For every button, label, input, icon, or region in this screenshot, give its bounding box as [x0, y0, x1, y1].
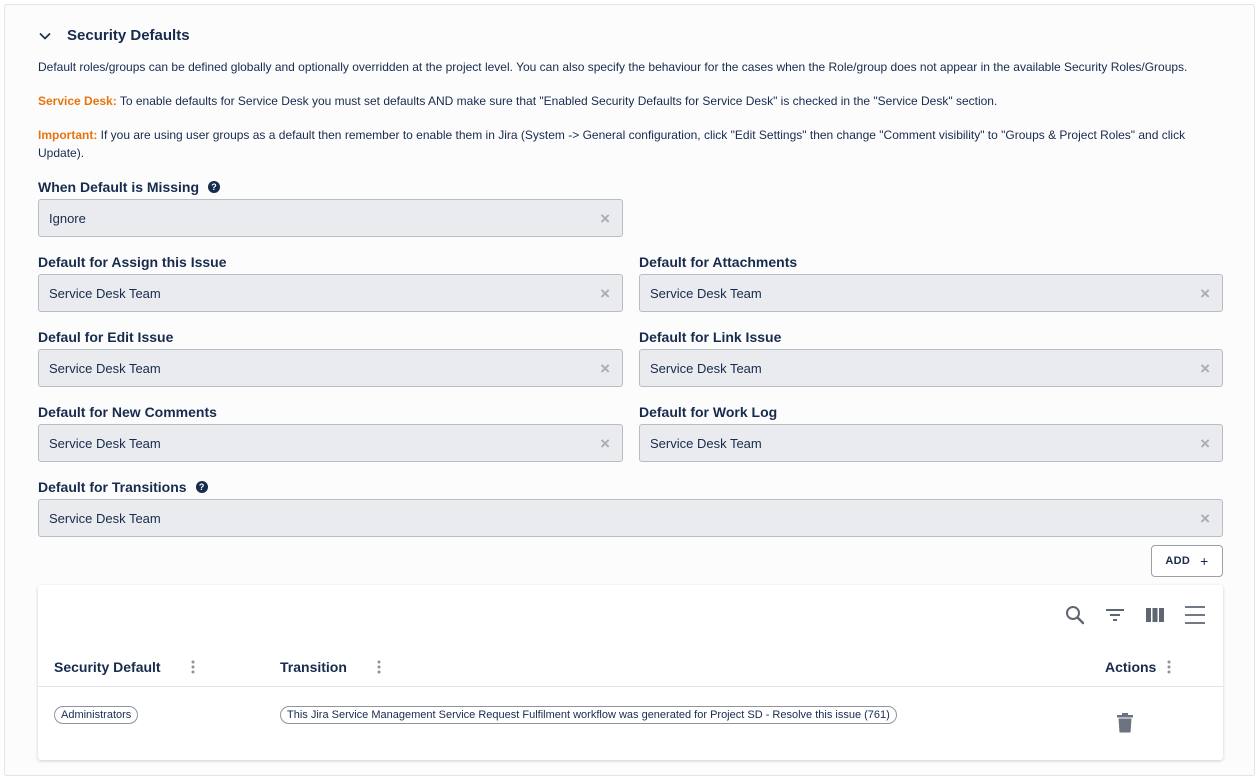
clear-icon[interactable]: ×: [1200, 358, 1210, 378]
worklog-label-text: Default for Work Log: [639, 404, 778, 420]
column-header-actions[interactable]: [1105, 659, 1156, 675]
transitions-table: [38, 585, 1223, 760]
density-icon[interactable]: [1183, 603, 1207, 627]
comments-label: [38, 404, 217, 420]
important-text: If you are using user groups as a default then remember to enable them in Jira (System -> General configuration, click "Edit Settings" then change "Comment visibility" to "Groups & Project Roles" and click Update).: [38, 128, 1186, 160]
filter-icon[interactable]: [1103, 603, 1127, 627]
service-desk-label: Service Desk:: [38, 94, 117, 108]
edit-label: [38, 329, 173, 345]
help-icon[interactable]: ?: [208, 181, 220, 193]
delete-icon[interactable]: [1116, 713, 1134, 733]
intro-text: Default roles/groups can be defined globally and optionally overridden at the project level. You can also specify the behaviour for the cases when the Role/group does not appear in the available Security Roles/Groups.: [38, 60, 1188, 74]
when-missing-label-text: When Default is Missing: [38, 179, 200, 195]
link-select[interactable]: [639, 349, 1223, 387]
service-desk-note: [38, 92, 997, 110]
worklog-value: Service Desk Team: [650, 435, 762, 451]
clear-icon[interactable]: ×: [1200, 433, 1210, 453]
section-toggle[interactable]: [38, 27, 190, 44]
transitions-select[interactable]: [38, 499, 1223, 537]
column-header-label: Security Default: [54, 659, 161, 675]
link-label: [639, 329, 781, 345]
plus-icon: +: [1200, 553, 1209, 569]
column-menu-icon[interactable]: [377, 659, 381, 675]
section-title: Security Defaults: [67, 27, 190, 44]
transitions-value: Service Desk Team: [49, 510, 161, 526]
column-header-label: Actions: [1105, 659, 1157, 675]
security-defaults-panel: [4, 4, 1255, 776]
transitions-label: [38, 479, 208, 495]
column-menu-icon[interactable]: [1167, 659, 1171, 675]
when-missing-select[interactable]: [38, 199, 623, 237]
columns-icon[interactable]: [1143, 603, 1167, 627]
comments-label-text: Default for New Comments: [38, 404, 217, 420]
transitions-label-text: Default for Transitions: [38, 479, 187, 495]
attachments-label: [639, 254, 797, 270]
attachments-label-text: Default for Attachments: [639, 254, 798, 270]
when-missing-label: [38, 179, 220, 195]
assign-label: [38, 254, 227, 270]
link-label-text: Default for Link Issue: [639, 329, 782, 345]
search-icon[interactable]: [1063, 603, 1087, 627]
add-button-label: ADD: [1165, 555, 1191, 567]
column-header-security-default[interactable]: [54, 659, 161, 675]
clear-icon[interactable]: ×: [600, 283, 610, 303]
add-button[interactable]: [1151, 545, 1223, 577]
clear-icon[interactable]: ×: [1200, 508, 1210, 528]
attachments-select[interactable]: [639, 274, 1223, 312]
column-menu-icon[interactable]: [191, 659, 195, 675]
assign-value: Service Desk Team: [49, 285, 161, 301]
when-missing-value: Ignore: [49, 210, 86, 226]
security-default-chip: Administrators: [54, 706, 138, 724]
attachments-value: Service Desk Team: [650, 285, 762, 301]
link-value: Service Desk Team: [650, 360, 762, 376]
clear-icon[interactable]: ×: [1200, 283, 1210, 303]
help-icon[interactable]: ?: [196, 481, 208, 493]
clear-icon[interactable]: ×: [600, 358, 610, 378]
clear-icon[interactable]: ×: [600, 433, 610, 453]
chevron-down-icon[interactable]: [38, 29, 52, 43]
clear-icon[interactable]: ×: [600, 208, 610, 228]
important-label: Important:: [38, 128, 98, 142]
edit-select[interactable]: [38, 349, 623, 387]
edit-label-text: Defaul for Edit Issue: [38, 329, 174, 345]
header-divider: [38, 686, 1223, 687]
column-header-label: Transition: [280, 659, 347, 675]
assign-label-text: Default for Assign this Issue: [38, 254, 227, 270]
column-header-transition[interactable]: [280, 659, 347, 675]
comments-select[interactable]: [38, 424, 623, 462]
important-note: [38, 126, 1218, 162]
assign-select[interactable]: [38, 274, 623, 312]
service-desk-text: To enable defaults for Service Desk you must set defaults AND make sure that "Enabled Security Defaults for Service Desk" is checked in the "Service Desk" section.: [116, 94, 998, 108]
comments-value: Service Desk Team: [49, 435, 161, 451]
edit-value: Service Desk Team: [49, 360, 161, 376]
worklog-label: [639, 404, 777, 420]
transition-chip: This Jira Service Management Service Request Fulfilment workflow was generated for Project SD - Resolve this issue (761): [280, 706, 897, 724]
worklog-select[interactable]: [639, 424, 1223, 462]
